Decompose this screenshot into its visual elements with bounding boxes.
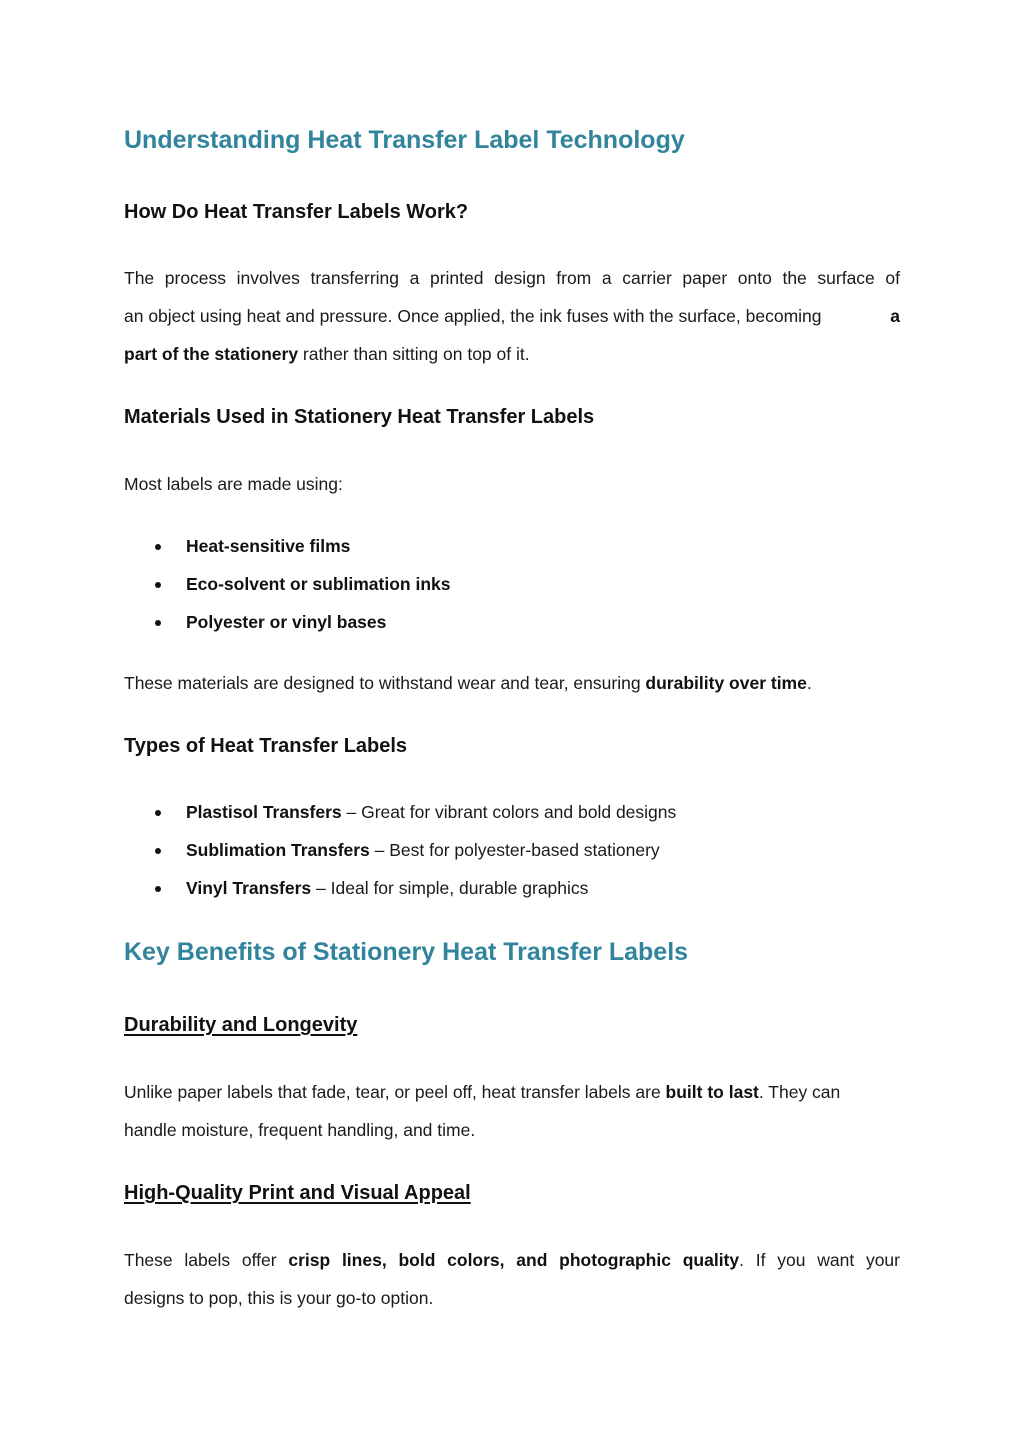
paragraph-quality-line-1: These labels offer crisp lines, bold colors, and photographic quality. If you want your (124, 1250, 900, 1270)
bullet-icon (155, 810, 161, 816)
paragraph-process-line-1: The process involves transferring a printed design from a carrier paper onto the surface of (124, 268, 900, 288)
bullet-icon (155, 544, 161, 550)
heading-durability: Durability and Longevity (124, 1014, 358, 1036)
heading-how-work: How Do Heat Transfer Labels Work? (124, 201, 469, 223)
paragraph-durability-line-2: handle moisture, frequent handling, and time. (124, 1120, 476, 1140)
bullet-icon (155, 848, 161, 854)
materials-summary: These materials are designed to withstand wear and tear, ensuring durability over time. (124, 673, 812, 693)
paragraph-process-line-2: an object using heat and pressure. Once applied, the ink fuses with the surface, becoming a (124, 306, 900, 326)
heading-types: Types of Heat Transfer Labels (124, 735, 408, 757)
section-title-benefits: Key Benefits of Stationery Heat Transfer Labels (124, 938, 689, 966)
section-title-technology: Understanding Heat Transfer Label Technology (124, 126, 685, 154)
bullet-icon (155, 620, 161, 626)
heading-materials: Materials Used in Stationery Heat Transfer Labels (124, 406, 595, 428)
heading-quality: High-Quality Print and Visual Appeal (124, 1182, 471, 1204)
paragraph-process-line-3: part of the stationery rather than sitting on top of it. (124, 344, 530, 364)
paragraph-quality-line-2: designs to pop, this is your go-to option. (124, 1288, 434, 1308)
paragraph-durability-line-1: Unlike paper labels that fade, tear, or peel off, heat transfer labels are built to last. They can (124, 1082, 841, 1102)
bullet-icon (155, 582, 161, 588)
materials-intro: Most labels are made using: (124, 474, 343, 494)
bullet-icon (155, 886, 161, 892)
